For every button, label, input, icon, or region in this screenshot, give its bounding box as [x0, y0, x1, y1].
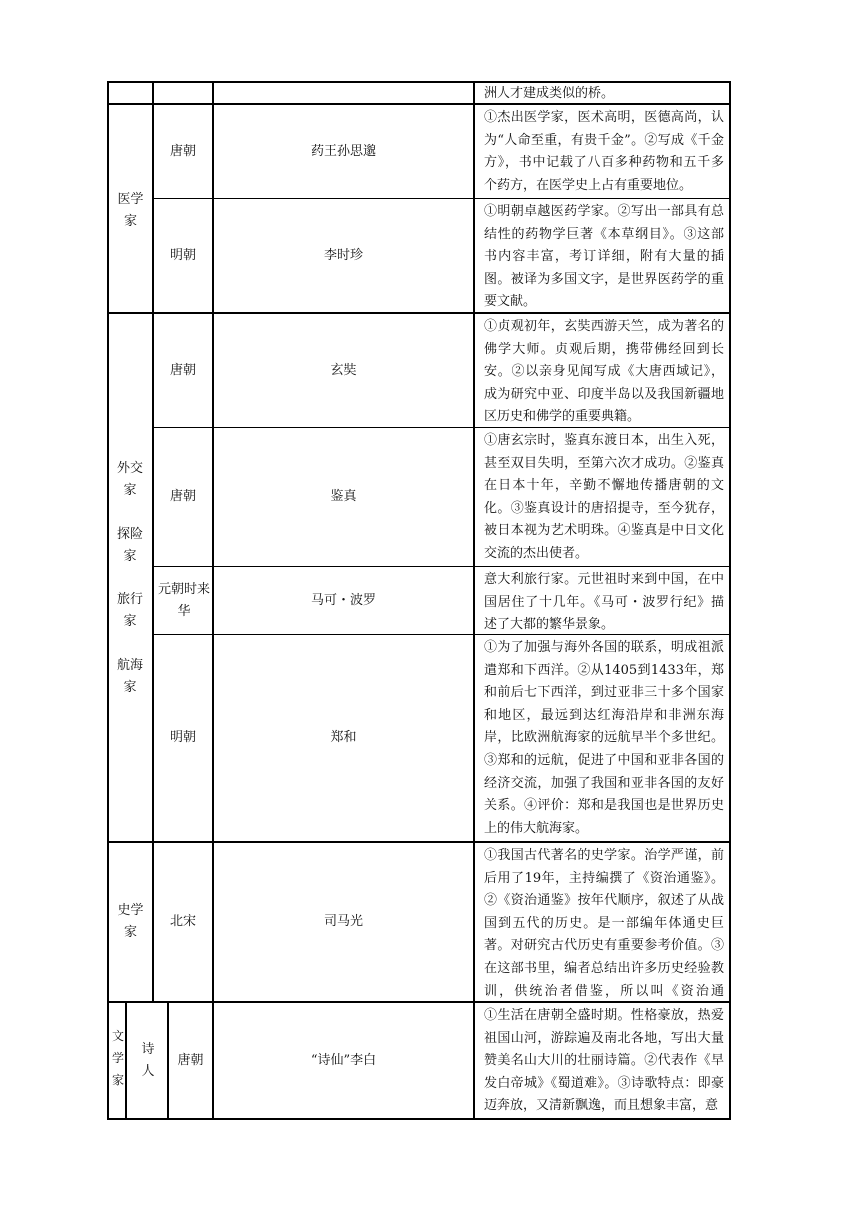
category-medical: [109, 189, 152, 233]
dynasty-xuan: 唐朝: [169, 362, 196, 378]
desc-marco: 意大利旅行家。元世祖时来到中国，在中国居住了十几年。《马可・波罗行纪》描述了大都的繁华景象。: [484, 572, 724, 633]
desc-zheng: ①为了加强与海外各国的联系，明成祖派遣郑和下西洋。②从1405到1433年，郑和前后七下西洋，到过亚非三十多个国家和地区，最远到达红海沿岸和非洲东海岸，比欧洲航海家的远航早半个多世纪。③郑和的远航，促进了中国和亚非各国的经济交流，加强了我国和亚非各国的友好关系。④评价：郑和是我国也是世界历史上的伟大航海家。: [484, 640, 724, 836]
dynasty-marco: [158, 567, 210, 634]
name-li: 李时珍: [323, 247, 363, 263]
dynasty-libai: 唐朝: [177, 1052, 204, 1068]
name-xuan: 玄奘: [330, 362, 357, 378]
category-explorer: 探险家: [116, 527, 143, 564]
name-sun: 药王孙思邈: [310, 143, 376, 159]
category-poet: [136, 1039, 160, 1083]
category-literary-label: 文学家: [111, 1029, 124, 1087]
dynasty-jian: 唐朝: [169, 489, 196, 504]
category-historian: [109, 900, 152, 944]
dynasty-sima: 北宋: [169, 914, 196, 929]
name-sima: 司马光: [323, 914, 363, 929]
dynasty-sun: 唐朝: [169, 143, 196, 159]
name-jian: 鉴真: [330, 489, 357, 504]
category-traveler: 旅行家: [116, 592, 143, 629]
top-continuation-text: 洲人才建成类似的桥。: [484, 86, 615, 101]
name-zheng: 郑和: [330, 730, 357, 745]
desc-li: ①明朝卓越医药学家。②写出一部具有总结性的药物学巨著《本草纲目》。③这部书内容丰富，考订详细，附有大量的插图。被译为多国文字，是世界医药学的重要文献。: [484, 204, 724, 310]
category-medical-label: 医学家: [117, 192, 144, 229]
category-historian-label: 史学家: [117, 903, 144, 940]
dynasty-li: 明朝: [169, 247, 196, 263]
desc-libai: ①生活在唐朝全盛时期。性格豪放，热爱祖国山河，游踪遍及南北各地，写出大量赞美名山大川的壮丽诗篇。②代表作《早发白帝城》《蜀道难》。③诗歌特点：即豪迈奔放，又清新飘逸，而且想象丰富，意: [484, 1008, 724, 1114]
name-marco: 马可・波罗: [310, 592, 376, 608]
name-libai: “诗仙”李白: [310, 1052, 377, 1068]
desc-xuan: ①贞观初年，玄奘西游天竺，成为著名的佛学大师。贞观后期，携带佛经回到长安。②以亲身见闻写成《大唐西域记》，成为研究中亚、印度半岛以及我国新疆地区历史和佛学的重要典籍。: [484, 319, 724, 425]
desc-sima: ①我国古代著名的史学家。治学严谨，前后用了19年，主持编撰了《资治通鉴》。②《资治通鉴》按年代顺序，叙述了从战国到五代的历史。是一部编年体通史巨著。对研究古代历史有重要参考价值。③在这部书里，编者总结出许多历史经验教训，供统治者借鉴，所以叫《资治通: [484, 848, 724, 999]
category-navigator: 航海家: [116, 658, 143, 695]
desc-sun: ①杰出医学家，医术高明，医德高尚，认为“人命至重，有贵千金”。②写成《千金方》，书中记载了八百多种药物和五千多个药方，在医学史上占有重要地位。: [484, 110, 724, 193]
category-literary: [111, 1025, 125, 1091]
category-poet-label: 诗人: [141, 1042, 155, 1079]
desc-jian: ①唐玄宗时，鉴真东渡日本，出生入死，甚至双目失明，至第六次才成功。②鉴真在日本十年，辛勤不懈地传播唐朝的文化。③鉴真设计的唐招提寺，至今犹存，被日本视为艺术明珠。④鉴真是中日文化交流的杰出使者。: [484, 433, 724, 561]
dynasty-zheng: 明朝: [169, 730, 196, 745]
dynasty-marco-label: 元朝时来华: [158, 581, 211, 619]
category-diplomat: 外交家: [116, 461, 143, 498]
